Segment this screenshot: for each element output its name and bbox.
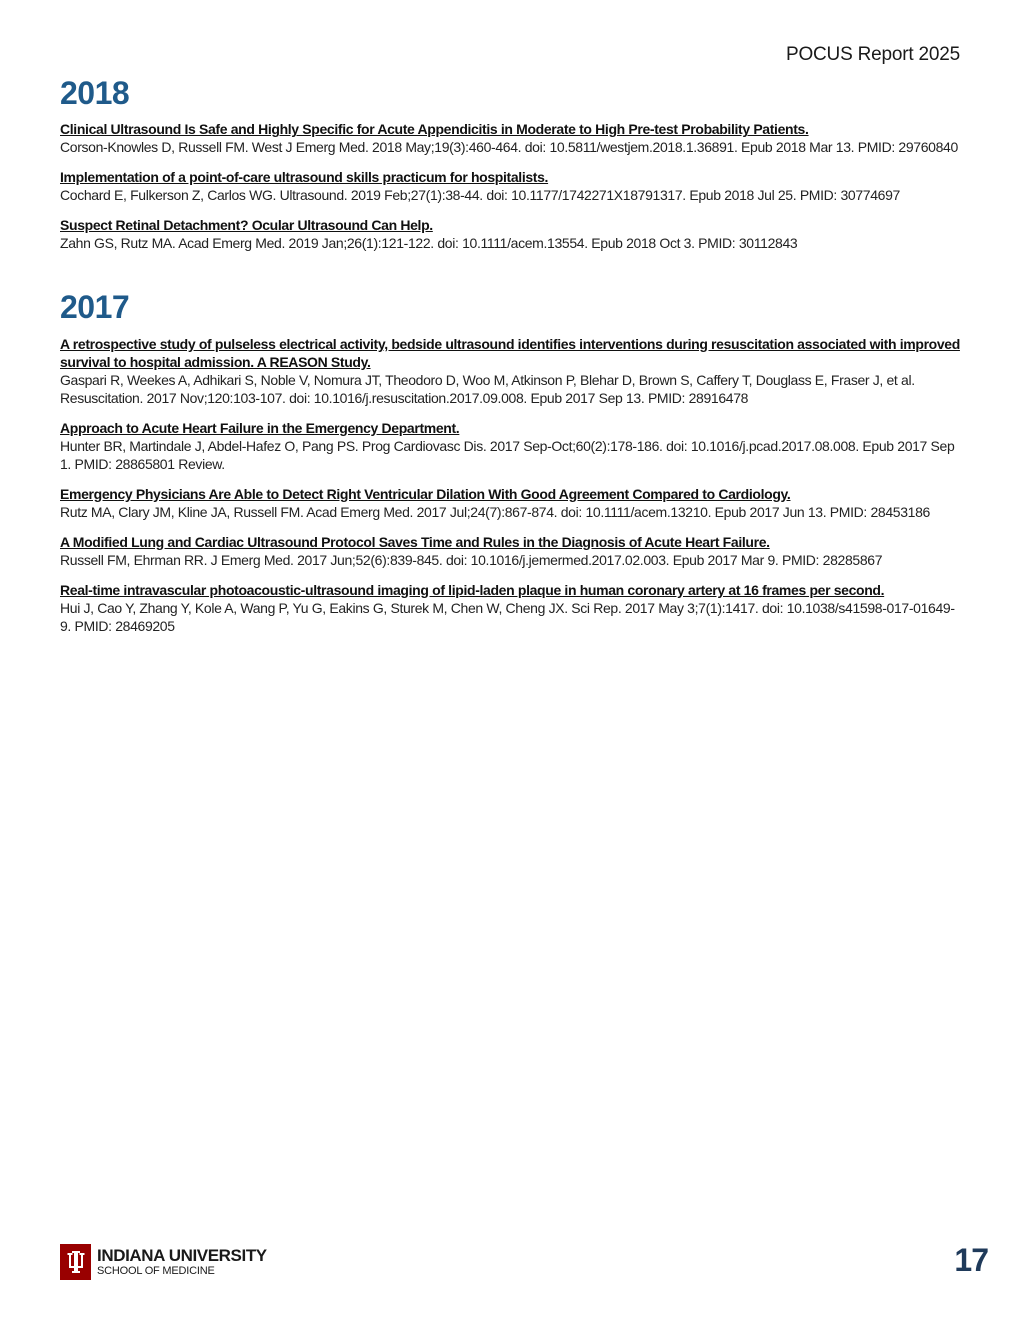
reference-title-link[interactable]: Suspect Retinal Detachment? Ocular Ultrasound Can Help. bbox=[60, 217, 433, 234]
year-section-2017 bbox=[60, 288, 960, 634]
reference-item bbox=[60, 335, 960, 407]
references-list bbox=[60, 74, 960, 671]
reference-title-link[interactable]: Clinical Ultrasound Is Safe and Highly Specific for Acute Appendicitis in Moderate to High Pre-test Probability Patients. bbox=[60, 121, 809, 138]
reference-title-link[interactable]: Real-time intravascular photoacoustic-ultrasound imaging of lipid-laden plaque in human coronary artery at 16 frames per second. bbox=[60, 581, 885, 598]
reference-title-link[interactable]: Implementation of a point-of-care ultrasound skills practicum for hospitalists. bbox=[60, 169, 549, 186]
reference-title-link[interactable]: Approach to Acute Heart Failure in the Emergency Department. bbox=[60, 419, 460, 436]
reference-item bbox=[60, 419, 960, 473]
reference-item bbox=[60, 533, 960, 569]
reference-item bbox=[60, 485, 960, 521]
iu-trident-icon bbox=[60, 1244, 91, 1280]
year-heading: 2017 bbox=[60, 289, 130, 326]
reference-citation: Gaspari R, Weekes A, Adhikari S, Noble V, Nomura JT, Theodoro D, Woo M, Atkinson P, Blehar D, Brown S, Caffery T, Douglass E, Fraser J, et al. Resuscitation. 2017 Nov;120:103-107. doi: 10.1016/j.resuscitation.2017.09.008. Epub 2017 Sep 13. PMID: 28916478 bbox=[60, 371, 915, 406]
reference-title-link[interactable]: A Modified Lung and Cardiac Ultrasound Protocol Saves Time and Rules in the Diagnosis of Acute Heart Failure. bbox=[60, 533, 770, 550]
reference-item bbox=[60, 120, 960, 156]
reference-item bbox=[60, 216, 960, 252]
reference-title-link[interactable]: A retrospective study of pulseless electrical activity, bedside ultrasound identifies interventions during resuscitation associated with improved survival to hospital admission. A REASON Study. bbox=[60, 335, 960, 370]
report-title: POCUS Report 2025 bbox=[785, 44, 960, 65]
reference-item bbox=[60, 168, 960, 204]
reference-citation: Russell FM, Ehrman RR. J Emerg Med. 2017 Jun;52(6):839-845. doi: 10.1016/j.jemermed.2017.02.003. Epub 2017 Mar 9. PMID: 28285867 bbox=[60, 551, 883, 568]
page-number: 17 bbox=[954, 1242, 988, 1278]
reference-citation: Cochard E, Fulkerson Z, Carlos WG. Ultrasound. 2019 Feb;27(1):38-44. doi: 10.1177/1742271X18791317. Epub 2018 Jul 25. PMID: 30774697 bbox=[60, 187, 900, 204]
year-section-2018 bbox=[60, 74, 960, 252]
reference-citation: Hunter BR, Martindale J, Abdel-Hafez O, Pang PS. Prog Cardiovasc Dis. 2017 Sep-Oct;60(2):178-186. doi: 10.1016/j.pcad.2017.08.008. Epub 2017 Sep 1. PMID: 28865801 Review. bbox=[60, 437, 955, 472]
reference-citation: Corson-Knowles D, Russell FM. West J Emerg Med. 2018 May;19(3):460-464. doi: 10.5811/westjem.2018.1.36891. Epub 2018 Mar 13. PMID: 29760840 bbox=[60, 139, 958, 156]
reference-item bbox=[60, 581, 960, 635]
reference-title-link[interactable]: Emergency Physicians Are Able to Detect Right Ventricular Dilation With Good Agreement Compared to Cardiology. bbox=[60, 485, 791, 502]
reference-citation: Rutz MA, Clary JM, Kline JA, Russell FM. Acad Emerg Med. 2017 Jul;24(7):867-874. doi: 10.1111/acem.13210. Epub 2017 Jun 13. PMID: 28453186 bbox=[60, 503, 930, 520]
university-name: INDIANA UNIVERSITY bbox=[97, 1246, 267, 1265]
year-heading: 2018 bbox=[60, 75, 130, 111]
logo-wordmark bbox=[97, 1247, 267, 1277]
university-logo bbox=[60, 1244, 267, 1280]
school-name: SCHOOL OF MEDICINE bbox=[97, 1265, 215, 1277]
reference-citation: Zahn GS, Rutz MA. Acad Emerg Med. 2019 Jan;26(1):121-122. doi: 10.1111/acem.13554. Epub 2018 Oct 3. PMID: 30112843 bbox=[60, 235, 798, 252]
reference-citation: Hui J, Cao Y, Zhang Y, Kole A, Wang P, Yu G, Eakins G, Sturek M, Chen W, Cheng JX. Sci Rep. 2017 May 3;7(1):1417. doi: 10.1038/s41598-017-01649-9. PMID: 28469205 bbox=[60, 599, 955, 634]
